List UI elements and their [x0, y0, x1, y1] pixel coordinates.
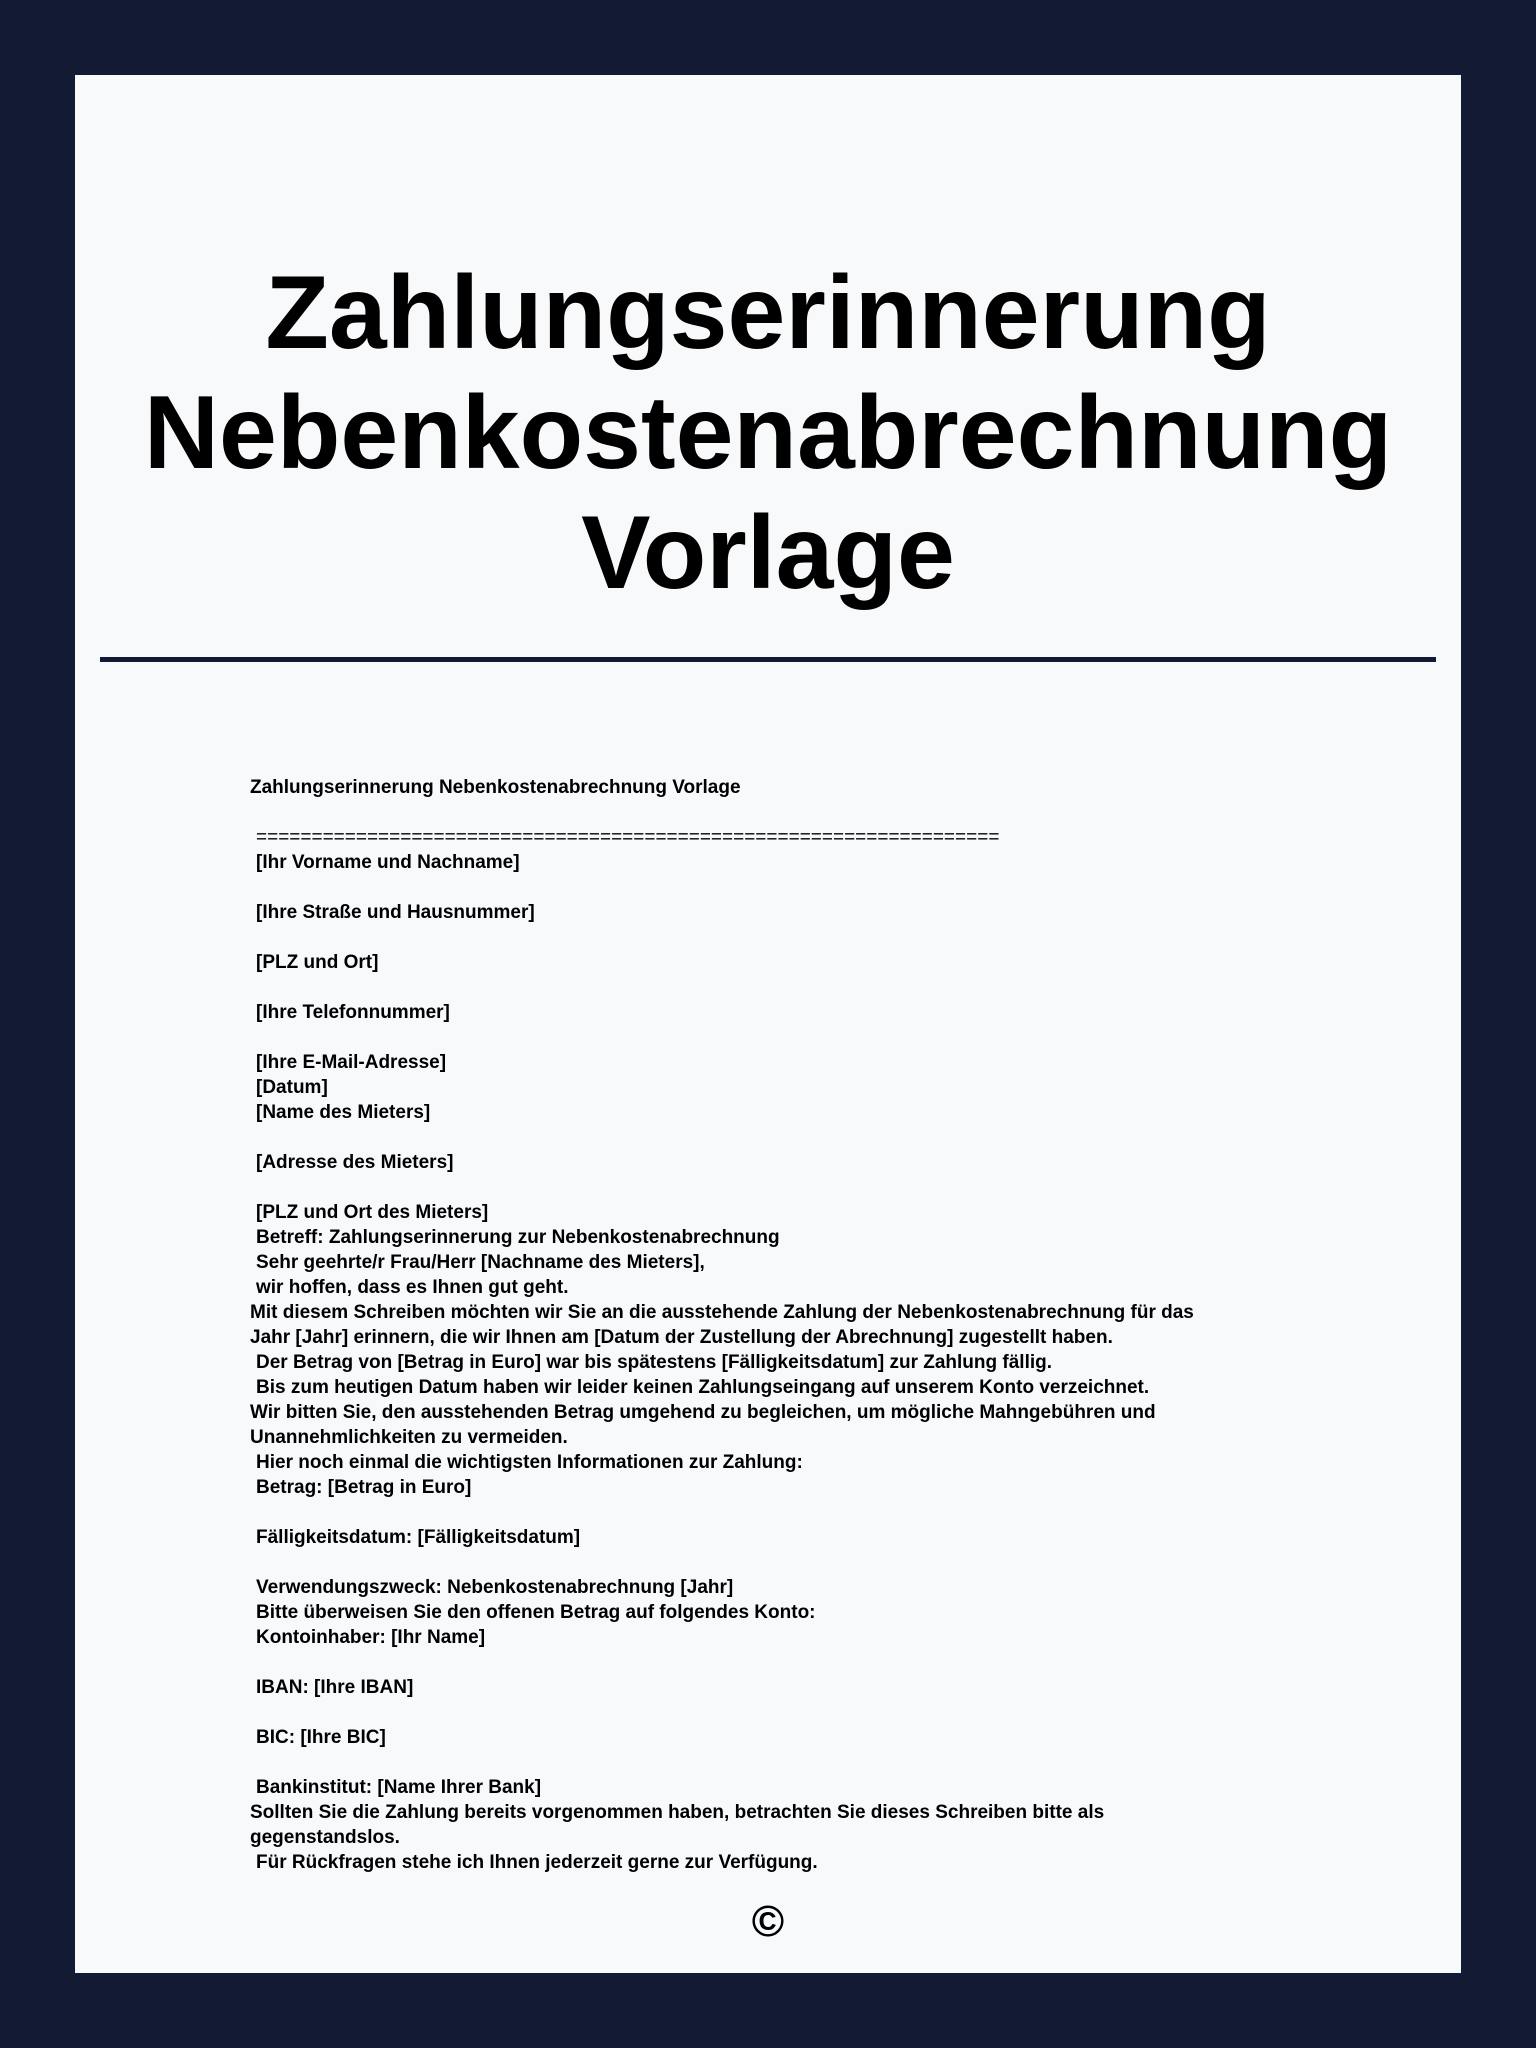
paragraph-1-line-1: Mit diesem Schreiben möchten wir Sie an die ausstehende Zahlung der Nebenkostenabrechnung für das — [250, 1302, 1194, 1323]
sender-email: [Ihre E-Mail-Adresse] — [256, 1052, 447, 1073]
transfer-intro: Bitte überweisen Sie den offenen Betrag auf folgendes Konto: — [256, 1602, 816, 1623]
paragraph-2: Der Betrag von [Betrag in Euro] war bis spätestens [Fälligkeitsdatum] zur Zahlung fällig. — [256, 1352, 1053, 1373]
title-line-1: Zahlungserinnerung — [265, 255, 1271, 371]
spacer — [250, 1550, 1290, 1575]
bank-bic: BIC: [Ihre BIC] — [256, 1727, 386, 1748]
title-divider — [100, 657, 1436, 662]
closing-1-line-2: gegenstandslos. — [250, 1827, 400, 1848]
bank-holder: Kontoinhaber: [Ihr Name] — [256, 1627, 486, 1648]
letter-body — [250, 775, 1290, 1875]
title-line-2: Nebenkostenabrechnung — [143, 375, 1393, 491]
spacer — [250, 1175, 1290, 1200]
sender-city: [PLZ und Ort] — [256, 952, 379, 973]
paragraph-4-line-2: Unannehmlichkeiten zu vermeiden. — [250, 1427, 568, 1448]
spacer — [250, 1650, 1290, 1675]
spacer — [250, 800, 1290, 825]
bank-institute: Bankinstitut: [Name Ihrer Bank] — [256, 1777, 542, 1798]
spacer — [250, 925, 1290, 950]
paragraph-1-line-2: Jahr [Jahr] erinnern, die wir Ihnen am [Datum der Zustellung der Abrechnung] zugestellt haben. — [250, 1327, 1113, 1348]
recipient-address: [Adresse des Mieters] — [256, 1152, 454, 1173]
separator-line: =================================================================== — [256, 827, 1000, 848]
spacer — [250, 1700, 1290, 1725]
payment-due-date: Fälligkeitsdatum: [Fälligkeitsdatum] — [256, 1527, 581, 1548]
spacer — [250, 1750, 1290, 1775]
letter-salutation: Sehr geehrte/r Frau/Herr [Nachname des Mieters], — [256, 1252, 705, 1273]
paragraph-3: Bis zum heutigen Datum haben wir leider keinen Zahlungseingang auf unserem Konto verzeichnet. — [256, 1377, 1150, 1398]
spacer — [250, 1500, 1290, 1525]
spacer — [250, 1125, 1290, 1150]
letter-heading: Zahlungserinnerung Nebenkostenabrechnung Vorlage — [250, 777, 741, 798]
spacer — [250, 1025, 1290, 1050]
letter-date: [Datum] — [256, 1077, 328, 1098]
payment-amount: Betrag: [Betrag in Euro] — [256, 1477, 472, 1498]
document-page — [75, 75, 1461, 1973]
closing-2: Für Rückfragen stehe ich Ihnen jederzeit gerne zur Verfügung. — [256, 1852, 818, 1873]
title-line-3: Vorlage — [581, 495, 955, 611]
document-title — [75, 253, 1461, 613]
payment-purpose: Verwendungszweck: Nebenkostenabrechnung [Jahr] — [256, 1577, 734, 1598]
copyright-icon: © — [751, 1897, 785, 1946]
spacer — [250, 975, 1290, 1000]
sender-name: [Ihr Vorname und Nachname] — [256, 852, 520, 873]
closing-1-line-1: Sollten Sie die Zahlung bereits vorgenommen haben, betrachten Sie dieses Schreiben bitte als — [250, 1802, 1105, 1823]
sender-phone: [Ihre Telefonnummer] — [256, 1002, 450, 1023]
recipient-city: [PLZ und Ort des Mieters] — [256, 1202, 489, 1223]
sender-street: [Ihre Straße und Hausnummer] — [256, 902, 535, 923]
letter-greeting: wir hoffen, dass es Ihnen gut geht. — [256, 1277, 569, 1298]
recipient-name: [Name des Mieters] — [256, 1102, 431, 1123]
spacer — [250, 875, 1290, 900]
payment-info-intro: Hier noch einmal die wichtigsten Informationen zur Zahlung: — [256, 1452, 803, 1473]
bank-iban: IBAN: [Ihre IBAN] — [256, 1677, 414, 1698]
paragraph-4-line-1: Wir bitten Sie, den ausstehenden Betrag umgehend zu begleichen, um mögliche Mahngebühren und — [250, 1402, 1156, 1423]
letter-subject: Betreff: Zahlungserinnerung zur Nebenkostenabrechnung — [256, 1227, 780, 1248]
